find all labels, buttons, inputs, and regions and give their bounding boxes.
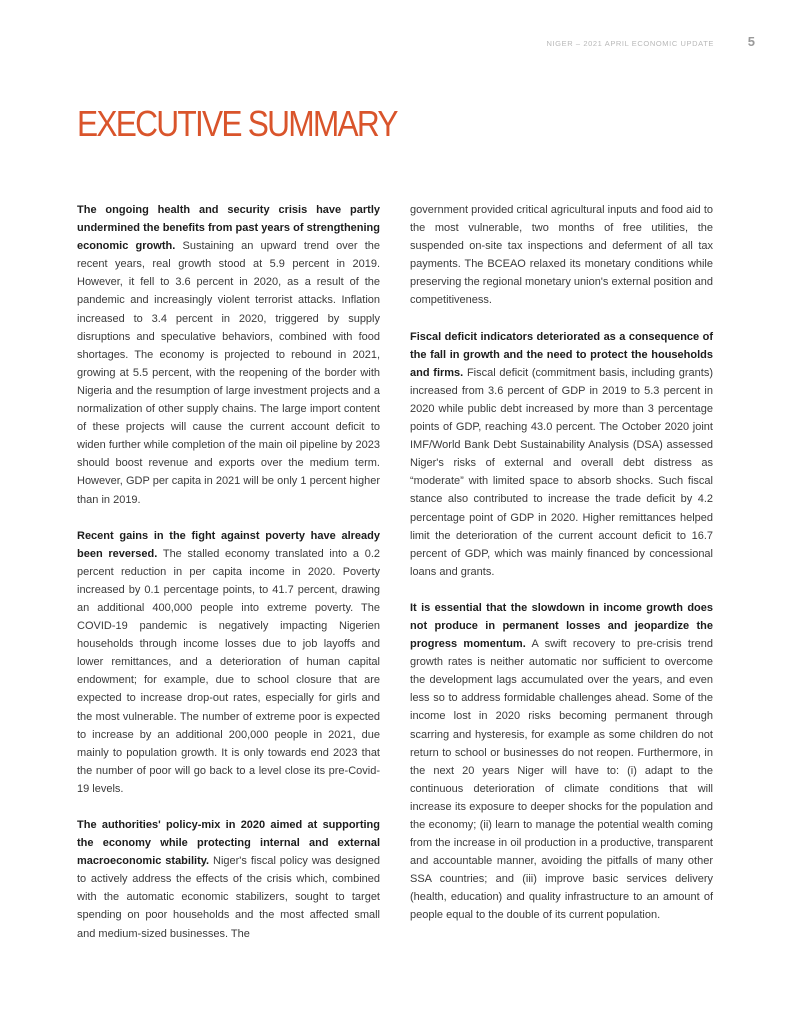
paragraph-growth (77, 201, 380, 509)
paragraph-body: Fiscal deficit (commitment basis, including grants) increased from 3.6 percent of GDP in 2019 to 5.3 percent in 2020 while public debt increased by more than 3 percentage points of GDP, reaching 43.0 percent. The October 2020 joint IMF/World Bank Debt Sustainability Analysis (DSA) assessed Niger's risks of external and overall debt distress as “moderate” with limited space to absorb shocks. Such fiscal stance also contributed to increase the trade deficit by 4.2 percentage point of GDP in 2020. Higher remittances helped limit the deterioration of the current account deficit to 16.7 percent of GDP, which was mainly financed by concessional loans and grants. (410, 366, 713, 578)
paragraph-body: government provided critical agricultural inputs and food aid to the most vulnerable, two months of free utilities, the suspended on-site tax inspections and deferment of all tax payments. The BCEAO relaxed its monetary conditions while preserving the regional monetary union's external position and competitiveness. (410, 204, 713, 307)
paragraph-lead: Fiscal deficit indicators deteriorated as a consequence of the fall in growth and the need to protect the households and firms. (410, 330, 713, 379)
paragraph-progress-momentum (410, 599, 713, 925)
paragraph-lead: Recent gains in the fight against poverty have already been reversed. (77, 529, 380, 560)
paragraph-lead: It is essential that the slowdown in income growth does not produce in permanent losses and jeopardize the progress momentum. (410, 601, 713, 651)
paragraph-body: Sustaining an upward trend over the recent years, real growth stood at 5.9 percent in 2019. However, it fell to 3.6 percent in 2020, as a result of the pandemic and increasingly violent terrorist attacks. Inflation increased to 3.4 percent in 2020, triggered by supply disruptions and speculative behaviors, combined with food shortages. The economy is projected to rebound in 2021, growing at 5.5 percent, with the reopening of the border with Nigeria and the resumption of large investment projects and a normalization of other supply chains. The large import content of these projects will cause the current account deficit to widen further while completion of the main oil pipeline by 2023 should boost revenue and exports over the medium term. However, GDP per capita in 2021 will be only 1 percent higher than in 2019. (77, 240, 380, 506)
page-number: 5 (747, 34, 755, 49)
paragraph-poverty (77, 527, 380, 798)
running-header: NIGER – 2021 APRIL ECONOMIC UPDATE (546, 39, 714, 48)
paragraph-body: A swift recovery to pre-crisis trend growth rates is neither automatic nor sufficient to overcome the development lags accumulated over the years, and even less so to address formidable challenges ahead. Some of the income lost in 2020 risks becoming permanent through scarring and hysteresis, for example as some children do not return to school or businesses do not reopen. Furthermore, in the next 20 years Niger will have to: (i) adapt to the continuous deterioration of climate conditions that will increase its exposure to deeper shocks for the population and the economy; (ii) learn to manage the potential wealth coming from the increase in oil production in a productive, transparent and accountable manner, avoiding the pitfalls of many other SSA countries; and (iii) improve basic services delivery (health, education) and quality infrastructure to an amount of people equal to the double of its current population. (410, 638, 714, 922)
left-column (77, 201, 380, 961)
paragraph-body: Niger's fiscal policy was designed to actively address the effects of the crisis which, combined with the automatic economic stabilizers, sought to target spending on poor households and the most affected small and medium-sized businesses. The (77, 855, 380, 940)
paragraph-lead: The authorities' policy-mix in 2020 aimed at supporting the economy while protecting internal and external macroeconomic stability. (77, 819, 380, 868)
right-column (410, 201, 713, 943)
paragraph-policy-continued (410, 201, 713, 310)
paragraph-policy-mix (77, 816, 380, 943)
paragraph-lead: The ongoing health and security crisis have partly undermined the benefits from past years of strengthening economic growth. (77, 204, 380, 253)
paragraph-fiscal-deficit (410, 328, 713, 581)
page-title: EXECUTIVE SUMMARY (77, 103, 397, 144)
paragraph-body: The stalled economy translated into a 0.2 percent reduction in per capita income in 2020. Poverty increased by 0.1 percentage points, to 41.7 percent, drawing an additional 400,000 people into extreme poverty. The COVID-19 pandemic is negatively impacting Nigerien households through income losses due to job layoffs and lower remittances, and a deterioration of human capital endowment; for example, due to school closure that are expected to increase drop-out rates, especially for girls and the most vulnerable. The number of extreme poor is expected to increase by an additional 200,000 people in 2021, due mainly to population growth. It is only towards end 2023 that the number of poor will go back to a level close its pre-Covid-19 levels. (77, 547, 380, 795)
